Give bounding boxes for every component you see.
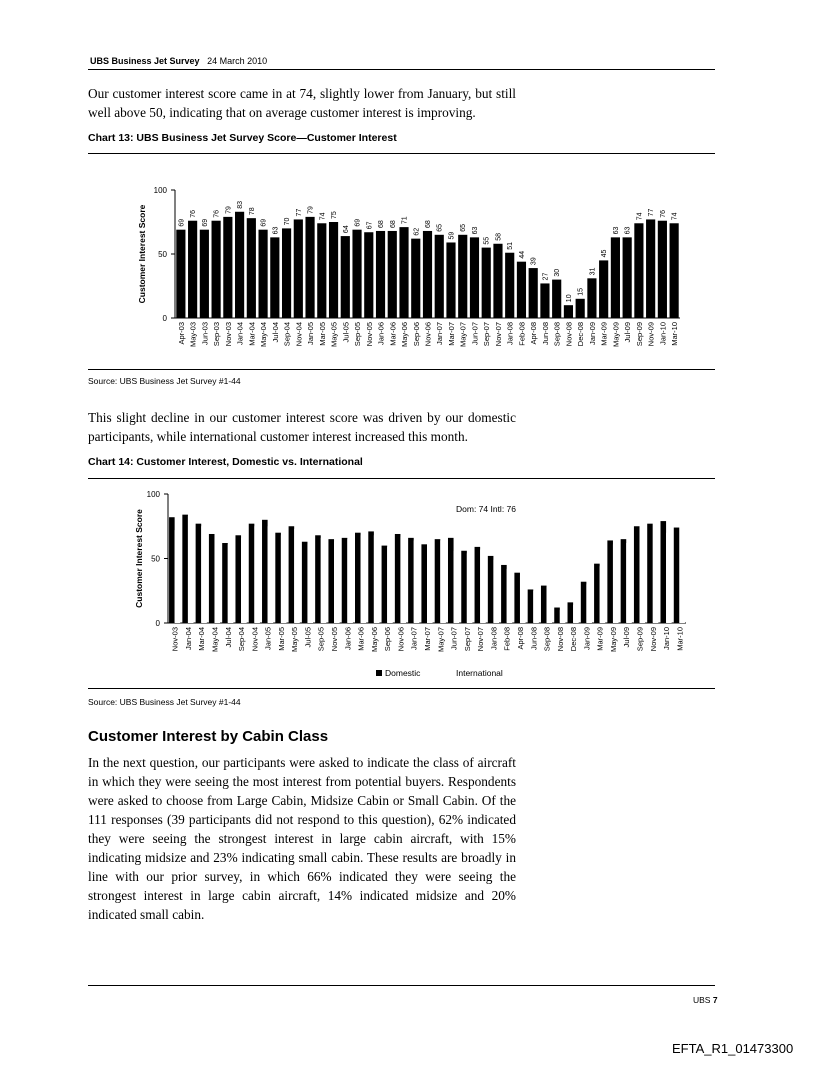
chart13-title: Chart 13: UBS Business Jet Survey Score—Customer Interest <box>88 132 397 144</box>
chart13-data-label: 76 <box>659 209 667 218</box>
chart13-data-label: 31 <box>589 267 597 276</box>
chart14-bar-domestic <box>674 528 680 623</box>
chart14-bar-international <box>414 540 420 623</box>
chart14-bar-international <box>467 553 473 623</box>
section-heading: Customer Interest by Cabin Class <box>88 728 329 745</box>
chart13-bar <box>270 237 279 318</box>
chart13-x-tick-label: Mar-10 <box>670 322 680 346</box>
chart14-bar-domestic <box>355 533 361 623</box>
chart13-x-tick-label: Jul-04 <box>270 322 280 343</box>
chart14-bar-international <box>268 526 274 623</box>
chart13-data-label: 63 <box>471 226 479 235</box>
header-title: UBS Business Jet Survey <box>90 56 200 66</box>
chart14-bar-domestic <box>581 582 587 623</box>
chart14-bar-international <box>454 551 460 623</box>
chart13-x-tick-label: Sep-03 <box>212 322 222 347</box>
chart13-bar <box>305 217 314 318</box>
chart13-data-label: 69 <box>260 218 268 227</box>
chart13-bar <box>282 228 291 318</box>
chart13-x-tick-label: Jan-06 <box>376 322 386 345</box>
chart13-x-tick-label: Mar-06 <box>388 322 398 346</box>
chart13-x-tick-label: Apr-03 <box>176 322 186 345</box>
chart14-bar-international <box>533 591 539 623</box>
chart13-x-tick-label: May-03 <box>188 322 198 348</box>
chart14-x-tick-label: Mar-06 <box>356 627 366 651</box>
chart13-bar <box>552 280 561 318</box>
chart14-x-tick-label: Jun-08 <box>529 627 539 650</box>
chart14-bar-international <box>560 610 566 623</box>
chart13-x-tick-label: Jan-08 <box>505 322 515 345</box>
chart13-x-tick-label: Sep-04 <box>282 322 292 347</box>
chart13-bar <box>399 227 408 318</box>
chart14-x-tick-label: May-04 <box>210 627 220 653</box>
chart13-data-label: 79 <box>307 206 315 214</box>
chart13-bar <box>599 260 608 318</box>
chart14-bar-domestic <box>328 539 334 623</box>
chart13-svg <box>120 175 700 370</box>
chart14-x-tick-label: Sep-04 <box>237 627 247 652</box>
chart13-y-tick-label: 50 <box>158 250 167 259</box>
chart13-bar <box>658 221 667 318</box>
chart13-data-label: 68 <box>425 220 432 228</box>
section-paragraph: In the next question, our participants were asked to indicate the class of aircraft in which they were seeing the most interest from potential buyers. Respondents were asked to choose from Large Cabin, Midsize Cabin or Small Cabin. Of the 111 responses (39 participants did not respond to this question), 62% indicated they were seeing the strongest interest in large cabin aircraft, with 15% indicating midsize and 23% indicating small cabin. These results are broadly in line with our prior survey, in which 66% indicated they were seeing the strongest interest in large cabin aircraft, 14% indicated midsize and 20% indicated small cabin. <box>88 755 516 922</box>
chart13-x-tick-label: Jan-10 <box>658 322 668 345</box>
chart14-bar-domestic <box>222 543 228 623</box>
chart14-bar-international <box>188 516 194 623</box>
chart13-x-tick-label: Nov-08 <box>564 322 574 347</box>
intro-paragraph: Our customer interest score came in at 74, slightly lower from January, but still well above 50, indicating that on average customer interest is improving. <box>88 86 516 120</box>
chart13-data-label: 69 <box>201 218 209 227</box>
decline-paragraph: This slight decline in our customer interest score was driven by our domestic participants, while international customer interest increased this month. <box>88 410 516 444</box>
chart13-data-label: 15 <box>577 288 585 296</box>
chart13-data-label: 63 <box>612 226 620 235</box>
chart13-bar <box>564 305 573 318</box>
chart13-data-label: 76 <box>213 209 221 218</box>
chart14-bar-domestic <box>634 526 640 623</box>
chart14-bar-international <box>573 605 579 623</box>
chart13-bar <box>670 223 679 318</box>
chart13-x-tick-label: Mar-09 <box>599 322 609 346</box>
chart14-bar-domestic <box>421 544 427 623</box>
chart14-x-tick-label: Mar-09 <box>595 627 605 651</box>
chart14-bar-international <box>307 544 313 623</box>
header-rule <box>88 69 715 70</box>
chart14-bar-domestic <box>475 547 481 623</box>
chart13-data-label: 45 <box>601 249 609 258</box>
chart14-bar-international <box>586 584 592 623</box>
chart14-bar-international <box>666 533 672 623</box>
chart14-bar-international <box>679 525 685 623</box>
chart14-x-tick-label: Nov-03 <box>170 627 180 652</box>
chart14-bar-international <box>347 539 353 623</box>
chart13-bar <box>446 242 455 318</box>
chart13-bar <box>247 218 256 318</box>
chart14-legend-swatch-domestic <box>376 670 382 676</box>
chart14-bar-international <box>294 529 300 623</box>
chart13-bar <box>611 237 620 318</box>
chart13-x-tick-label: Jun-07 <box>470 322 480 345</box>
chart13-x-tick-label: Sep-06 <box>411 322 421 347</box>
chart14-x-tick-label: Jan-09 <box>582 627 592 650</box>
chart13-y-tick-label: 0 <box>162 314 167 323</box>
chart14-bar-international <box>241 538 247 623</box>
chart13-x-tick-label: Nov-06 <box>423 322 433 347</box>
chart13-bar <box>423 231 432 318</box>
chart13-bar <box>576 299 585 318</box>
chart14-svg <box>120 482 700 686</box>
chart13-x-tick-label: Jan-04 <box>235 322 245 345</box>
chart13-bar <box>317 223 326 318</box>
chart14-bar-domestic <box>461 551 467 623</box>
chart14-bar-international <box>175 530 181 623</box>
chart14-bar-domestic <box>568 602 574 623</box>
chart14-x-tick-label: Jan-10 <box>662 627 672 650</box>
chart13-x-tick-label: Jan-09 <box>587 322 597 345</box>
chart14-y-tick-label: 100 <box>146 490 160 499</box>
chart14-bar-domestic <box>607 540 613 623</box>
chart14-x-tick-label: Nov-09 <box>648 627 658 652</box>
chart13-bar <box>470 237 479 318</box>
chart13-data-label: 74 <box>636 212 644 221</box>
chart14-bar-international <box>321 538 327 623</box>
chart13-bar <box>294 219 303 318</box>
chart14-legend-label-domestic: Domestic <box>385 668 421 678</box>
chart14-bar-international <box>400 537 406 623</box>
chart13-bar <box>259 230 268 318</box>
chart13-x-tick-label: Jun-03 <box>200 322 210 345</box>
chart14-x-tick-label: Nov-04 <box>250 627 260 652</box>
chart14-x-tick-label: Nov-05 <box>330 627 340 652</box>
chart14-x-tick-label: Nov-06 <box>396 627 406 652</box>
chart14-bar-domestic <box>541 586 547 623</box>
chart13-top-rule <box>88 153 715 154</box>
chart14-y-axis-label: Customer Interest Score <box>134 509 144 608</box>
chart13-source: Source: UBS Business Jet Survey #1-44 <box>88 376 241 386</box>
chart14-legend-swatch-international <box>447 670 453 676</box>
chart14-x-tick-label: Jul-05 <box>303 627 313 648</box>
chart14-source: Source: UBS Business Jet Survey #1-44 <box>88 697 241 707</box>
chart13-bar <box>176 230 185 318</box>
chart13-data-label: 65 <box>460 224 468 232</box>
chart14-x-tick-label: Feb-08 <box>502 627 512 651</box>
chart13-x-tick-label: Sep-08 <box>552 322 562 347</box>
chart13-x-tick-label: Nov-05 <box>364 322 374 347</box>
chart13-x-tick-label: May-06 <box>400 322 410 348</box>
chart14-bar-domestic <box>408 538 414 623</box>
chart13-x-tick-label: Nov-09 <box>646 322 656 347</box>
chart14-x-tick-label: May-05 <box>290 627 300 653</box>
chart13-data-label: 59 <box>448 231 456 240</box>
chart14-x-tick-label: Sep-09 <box>635 627 645 652</box>
chart13-data-label: 27 <box>542 272 550 281</box>
chart13-bar <box>411 239 420 318</box>
chart14-bar-domestic <box>169 517 175 623</box>
chart13-data-label: 77 <box>295 208 303 217</box>
chart13-data-label: 74 <box>319 212 327 221</box>
chart14-x-tick-label: May-06 <box>369 627 379 653</box>
chart14-x-tick-label: Mar-04 <box>197 627 207 651</box>
chart14-x-tick-label: Sep-05 <box>316 627 326 652</box>
chart13-bar <box>623 237 632 318</box>
chart14-legend-label-international: International <box>456 668 503 678</box>
chart14-bar-domestic <box>554 608 560 623</box>
chart13-data-label: 75 <box>331 211 339 219</box>
chart14-bar-international <box>440 540 446 623</box>
chart14-x-tick-label: Nov-08 <box>555 627 565 652</box>
chart13-data-label: 58 <box>495 232 503 241</box>
chart14-bar-domestic <box>209 534 215 623</box>
chart14-bar-domestic <box>528 589 534 623</box>
chart14-bar-domestic <box>594 564 600 623</box>
chart13-y-axis-label: Customer Interest Score <box>137 204 147 304</box>
chart14-bar-domestic <box>448 538 454 623</box>
chart14-bar-domestic <box>275 533 281 623</box>
chart13-data-label: 83 <box>237 200 245 209</box>
chart13-x-tick-label: May-09 <box>611 322 621 348</box>
chart13-data-label: 78 <box>248 207 256 216</box>
chart14-bar-international <box>626 543 632 623</box>
chart13-bottom-rule <box>88 369 715 370</box>
chart14-bar-domestic <box>647 524 653 623</box>
chart13-data-label: 10 <box>565 294 573 303</box>
chart14-x-tick-label: Jul-04 <box>223 627 233 648</box>
chart14-x-tick-label: May-09 <box>608 627 618 653</box>
chart14-x-tick-label: Jan-07 <box>409 627 419 650</box>
chart13-data-label: 30 <box>554 268 562 277</box>
chart14-bar-international <box>507 569 513 623</box>
chart14-x-tick-label: Dec-08 <box>569 627 579 652</box>
chart14-bar-domestic <box>488 556 494 623</box>
chart13-data-label: 64 <box>342 225 350 234</box>
chart14-bar-domestic <box>235 535 241 623</box>
chart13-bar <box>364 232 373 318</box>
chart13-bar <box>435 235 444 318</box>
chart13-x-tick-label: Sep-05 <box>353 322 363 347</box>
page-header <box>90 56 267 66</box>
chart14-bar-domestic <box>660 521 666 623</box>
chart14-bar-domestic <box>395 534 401 623</box>
chart14-x-tick-label: Nov-07 <box>476 627 486 652</box>
chart14-bar-international <box>640 529 646 623</box>
chart13-y-tick-label: 100 <box>153 186 167 195</box>
chart14-bar-international <box>201 526 207 623</box>
chart14-x-tick-label: Jul-09 <box>622 627 632 648</box>
chart14-bar-international <box>374 535 380 623</box>
chart14-bar-international <box>334 542 340 623</box>
chart14-x-tick-label: Mar-10 <box>675 627 685 651</box>
chart14-bar-international <box>480 549 486 623</box>
chart14-bar-international <box>493 560 499 623</box>
chart13-data-label: 79 <box>225 206 233 214</box>
chart13-data-label: 71 <box>401 216 409 225</box>
chart13-bar <box>212 221 221 318</box>
chart13-x-tick-label: May-04 <box>259 322 269 348</box>
chart13-x-tick-label: Nov-03 <box>223 322 233 347</box>
chart13-x-tick-label: Sep-09 <box>634 322 644 347</box>
chart13-data-label: 39 <box>530 257 538 266</box>
chart13-x-tick-label: Jan-07 <box>435 322 445 345</box>
chart14-x-tick-label: Apr-08 <box>515 627 525 650</box>
chart13-data-label: 55 <box>483 236 491 245</box>
chart14-bar-domestic <box>514 573 520 623</box>
chart14-bar-international <box>613 544 619 623</box>
chart14-bar-domestic <box>342 538 348 623</box>
chart13-x-tick-label: Jul-05 <box>341 322 351 343</box>
chart14-bar-domestic <box>621 539 627 623</box>
chart13-bar <box>493 244 502 318</box>
chart14-bar-international <box>228 544 234 623</box>
chart13-bar <box>200 230 209 318</box>
chart14-x-tick-label: Jun-07 <box>449 627 459 650</box>
chart13-bar <box>646 219 655 318</box>
chart14-bottom-rule <box>88 688 715 689</box>
chart14-x-tick-label: Sep-07 <box>462 627 472 652</box>
chart13-bar <box>388 231 397 318</box>
footer-rule <box>88 985 715 986</box>
chart13-bar <box>188 221 197 318</box>
chart14-bar-domestic <box>182 515 188 623</box>
chart13-bar <box>517 262 526 318</box>
chart13-bar <box>352 230 361 318</box>
chart13-data-label: 68 <box>378 220 386 228</box>
header-date: 24 March 2010 <box>207 56 268 66</box>
footer-brand: UBS <box>693 995 711 1005</box>
chart14-bar-international <box>387 547 393 623</box>
chart14-x-tick-label: Jan-04 <box>183 627 193 650</box>
chart14-bar-domestic <box>196 524 202 623</box>
chart13-x-tick-label: Mar-05 <box>317 322 327 346</box>
chart13-x-tick-label: Apr-08 <box>529 322 539 345</box>
chart14-bar-domestic <box>262 520 268 623</box>
chart14-x-tick-label: Jan-08 <box>489 627 499 650</box>
chart14-x-tick-label: May-07 <box>436 627 446 653</box>
chart14-bar-domestic <box>315 535 321 623</box>
chart13-data-label: 70 <box>284 217 292 226</box>
chart13-bar <box>540 283 549 318</box>
chart13-data-label: 62 <box>413 227 421 236</box>
chart14-top-rule <box>88 478 715 479</box>
chart13-x-tick-label: Jul-09 <box>623 322 633 343</box>
chart13-bar <box>634 223 643 318</box>
chart14-bar-domestic <box>501 565 507 623</box>
chart14-x-tick-label: Mar-07 <box>423 627 432 651</box>
chart13-data-label: 77 <box>648 208 656 217</box>
chart13-data-label: 69 <box>178 218 186 227</box>
chart13-data-label: 69 <box>354 218 362 227</box>
chart13-x-tick-label: Feb-08 <box>517 322 527 346</box>
chart13-data-label: 65 <box>436 224 444 232</box>
chart13-bar <box>376 231 385 318</box>
chart13-bar <box>458 235 467 318</box>
chart14-bar-international <box>600 566 606 623</box>
chart14-bar-domestic <box>289 526 295 623</box>
chart13-bar <box>587 278 596 318</box>
chart13-x-tick-label: May-05 <box>329 322 339 348</box>
chart13-x-tick-label: Jan-05 <box>306 322 316 345</box>
chart14-bar-international <box>214 539 220 623</box>
chart13-x-tick-label: Jun-08 <box>540 322 550 345</box>
chart13-data-label: 68 <box>389 220 397 228</box>
page-footer <box>693 995 718 1005</box>
chart14-bar-international <box>427 547 433 623</box>
chart13-data-label: 67 <box>366 221 374 230</box>
chart14-x-tick-label: Sep-06 <box>383 627 393 652</box>
chart14-bar-domestic <box>382 546 388 623</box>
chart13-bar <box>529 268 538 318</box>
chart13-data-label: 74 <box>671 212 679 221</box>
chart14-bar-domestic <box>368 531 374 623</box>
chart13-data-label: 63 <box>272 226 280 235</box>
chart14-x-tick-label: Sep-08 <box>542 627 552 652</box>
chart14-annotation: Dom: 74 Intl: 76 <box>456 504 517 514</box>
chart14-bar-international <box>361 535 367 623</box>
chart13-data-label: 76 <box>190 209 198 218</box>
chart14-bar-domestic <box>249 524 255 623</box>
chart14-bar-international <box>254 526 260 623</box>
chart14-bar-domestic <box>435 539 441 623</box>
chart14-y-tick-label: 0 <box>155 619 160 628</box>
chart13-data-label: 51 <box>507 241 515 250</box>
chart14-x-tick-label: Jan-05 <box>263 627 273 650</box>
chart14-bar-international <box>520 575 526 623</box>
chart13-bar <box>235 212 244 318</box>
document-id: EFTA_R1_01473300 <box>672 1041 794 1056</box>
chart13-data-label: 63 <box>624 226 632 235</box>
chart14-bar-domestic <box>302 542 308 623</box>
chart13-data-label: 44 <box>518 250 526 259</box>
chart13-x-tick-label: May-07 <box>458 322 468 348</box>
chart14-bar-international <box>281 535 287 623</box>
chart14-x-tick-label: Mar-05 <box>276 627 286 651</box>
chart13-x-tick-label: Nov-07 <box>493 322 503 347</box>
chart14-bar-international <box>547 587 553 623</box>
chart14-y-tick-label: 50 <box>151 554 160 564</box>
chart14-x-tick-label: Jan-06 <box>343 627 353 650</box>
chart13-bar <box>329 222 338 318</box>
page-number: 7 <box>712 995 718 1005</box>
chart13-x-tick-label: Mar-07 <box>446 322 456 346</box>
chart13-bar <box>341 236 350 318</box>
chart14-title: Chart 14: Customer Interest, Domestic vs. International <box>88 456 363 468</box>
chart13-x-tick-label: Mar-04 <box>247 322 257 346</box>
chart13-x-tick-label: Dec-08 <box>576 322 586 347</box>
chart13-bar <box>223 217 232 318</box>
chart13-x-tick-label: Nov-04 <box>294 322 304 347</box>
chart13-bar <box>505 253 514 318</box>
chart13-bar <box>482 248 491 318</box>
chart14-bar-international <box>653 522 659 623</box>
chart13-x-tick-label: Sep-07 <box>482 322 492 347</box>
